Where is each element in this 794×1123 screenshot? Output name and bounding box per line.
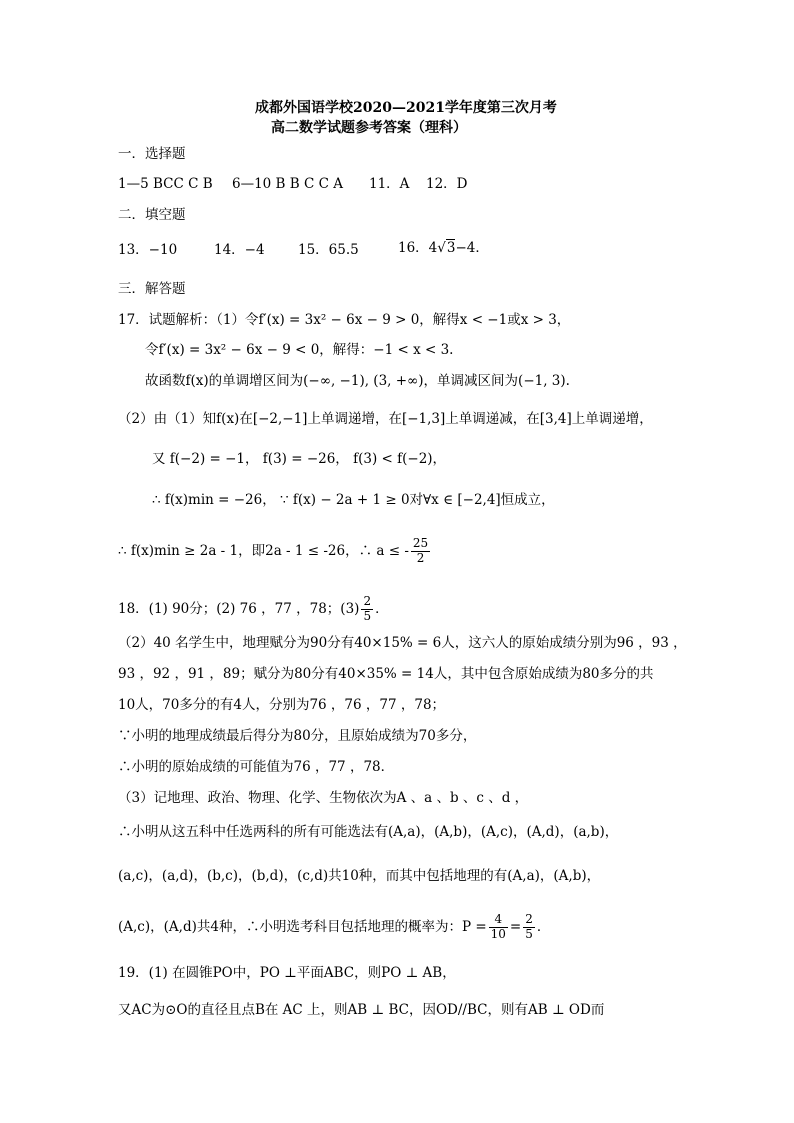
- fraction-numerator: 2: [525, 912, 533, 926]
- q18-line-1-tail: ．: [375, 600, 389, 617]
- fraction-denominator: 5: [525, 926, 533, 941]
- fraction-denominator: 2: [416, 550, 425, 565]
- fraction-denominator: 5: [363, 608, 372, 623]
- choice-answers-6-10: 6—10 B B C C A: [232, 176, 343, 192]
- q17-line-6: ∴ f(x)min = −26， ∵ f(x) − 2a + 1 ≥ 0对∀x ∈ [−2,4]恒成立，: [152, 492, 555, 508]
- q18-line-8: ∴小明从这五科中任选两科的所有可能选法有(A,a)，(A,b)，(A,c)，(A,d)，(a,b)，: [118, 824, 619, 840]
- fill-answer-16-radicand: 3: [446, 240, 456, 256]
- fill-answer-16: [398, 242, 489, 256]
- q19-line-1: 19．(1) 在圆锥PO中，PO ⊥平面ABC，则PO ⊥ AB，: [118, 965, 456, 981]
- q18-line-5: ∵小明的地理成绩最后得分为80分，且原始成绩为70多分，: [118, 728, 477, 744]
- q17-line-1: 17．试题解析：（1）令f′(x) = 3x² − 6x − 9 > 0，解得x < −1或x > 3，: [118, 312, 571, 328]
- fraction-numerator: 4: [489, 913, 508, 928]
- q19-line-2: 又AC为⊙O的直径且点B在 AC 上，则AB ⊥ BC，因OD//BC，则有AB ⊥ OD而: [118, 1002, 605, 1018]
- q17-line-4: （2）由（1）知f(x)在[−2,−1]上单调递增，在[−1,3]上单调递减，在[3,4]上单调递增，: [118, 411, 653, 427]
- fraction-numerator: 2: [363, 594, 372, 608]
- q18-line-3: 93 ，92 ，91 ，89；赋分为80分有40×35% = 14人，其中包含原始成绩为80多分的共: [118, 666, 654, 682]
- q18-line-1: [118, 595, 389, 624]
- fill-answer-13: 13．−10: [118, 242, 178, 258]
- q18-line-6: ∴小明的原始成绩的可能值为76 ，77 ，78．: [118, 759, 395, 775]
- fraction-numerator: 25: [412, 536, 429, 550]
- fill-answer-16-suffix: −4．: [455, 240, 489, 256]
- fraction: [361, 595, 373, 624]
- section-fill-heading: 二．填空题: [118, 207, 186, 223]
- q17-line-2: 令f′(x) = 3x² − 6x − 9 < 0，解得：−1 < x < 3.: [145, 342, 454, 358]
- q17-line-5: 又 f(−2) = −1， f(3) = −26， f(3) < f(−2)，: [152, 451, 447, 467]
- q18-line-9: (a,c)，(a,d)，(b,c)，(b,d)，(c,d)共10种，而其中包括地理的有(A,a)，(A,b)，: [118, 868, 601, 884]
- q18-line-2: （2）40 名学生中，地理赋分为90分有40×15% = 6人，这六人的原始成绩分别为96 ，93 ，: [118, 635, 687, 651]
- q18-line-7: （3）记地理、政治、物理、化学、生物依次为A 、a 、b 、c 、d ，: [118, 790, 529, 806]
- q17-line-7: [118, 537, 432, 566]
- q17-line-3: 故函数f(x)的单调增区间为(−∞, −1), (3, +∞)，单调减区间为(−1, 3).: [145, 373, 570, 389]
- fill-answer-16-prefix: 16．4: [398, 240, 438, 256]
- equals-sign: =: [509, 918, 522, 935]
- fraction: [411, 537, 430, 566]
- q18-line-10-text: (A,c)，(A,d)共4种，∴小明选考科目包括地理的概率为：P =: [118, 918, 487, 935]
- sqrt-sign: √: [437, 240, 446, 256]
- fill-answer-14: 14．−4: [214, 242, 265, 258]
- section-choice-heading: 一．选择题: [118, 146, 186, 162]
- fraction: [489, 913, 508, 942]
- fraction-denominator: 10: [490, 926, 506, 941]
- q18-line-4: 10人，70多分的有4人，分别为76 ，76 ，77 ，78；: [118, 697, 446, 713]
- fraction: [523, 913, 535, 942]
- q17-line-7-text: ∴ f(x)min ≥ 2a - 1，即2a - 1 ≤ -26，∴ a ≤ -: [118, 542, 409, 559]
- q18-line-1-text: 18．(1) 90分；(2) 76 ，77 ，78；(3): [118, 600, 360, 617]
- fill-answer-15: 15．65.5: [298, 242, 359, 258]
- page-title-line2: 高二数学试题参考答案（理科）: [271, 120, 467, 136]
- q18-line-10: [118, 913, 550, 942]
- section-solution-heading: 三．解答题: [118, 281, 186, 297]
- page-title-line1: 成都外国语学校2020—2021学年度第三次月考: [255, 100, 557, 116]
- choice-answer-12: 12．D: [426, 176, 468, 192]
- choice-answers-1-5: 1—5 BCC C B: [118, 176, 213, 192]
- q18-line-10-tail: ．: [536, 918, 551, 935]
- choice-answer-11: 11．A: [369, 176, 410, 192]
